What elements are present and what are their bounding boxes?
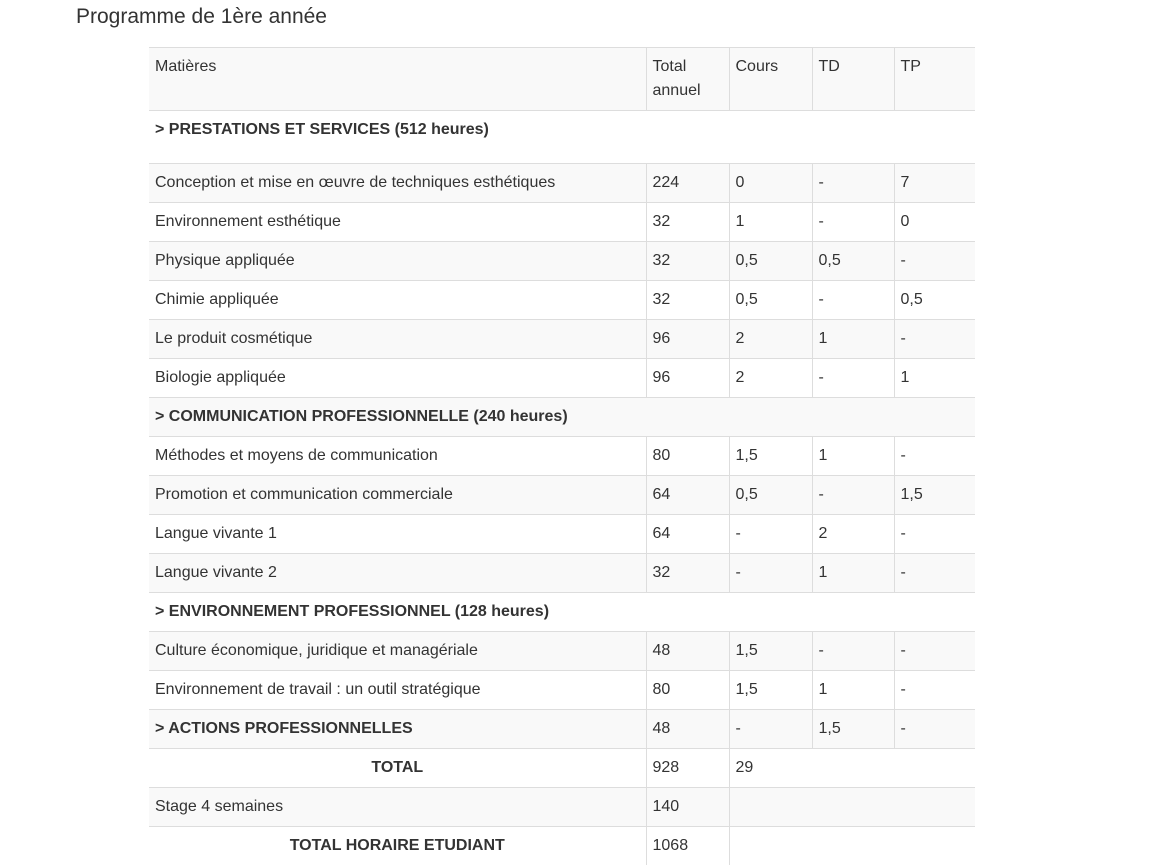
section-label: > ENVIRONNEMENT PROFESSIONNEL (128 heures): [149, 593, 975, 632]
header-tp: TP: [894, 48, 975, 111]
stage-label: Stage 4 semaines: [149, 788, 646, 827]
cell-td: 0,5: [812, 242, 894, 281]
cell-td: -: [812, 632, 894, 671]
table-header-row: [149, 48, 975, 111]
cell-total: 96: [646, 320, 729, 359]
cell-td: -: [812, 164, 894, 203]
section-row-communication: [149, 398, 975, 437]
cell-tp: -: [894, 632, 975, 671]
cell-tp: -: [894, 710, 975, 749]
stage-row: [149, 788, 975, 827]
cell-cours: 29: [729, 749, 975, 788]
cell-cours: 2: [729, 359, 812, 398]
cell-cours: 0,5: [729, 242, 812, 281]
section-label: > PRESTATIONS ET SERVICES (512 heures): [149, 111, 975, 164]
table-row: [149, 164, 975, 203]
header-total-annuel: [646, 48, 729, 111]
cell-total: 32: [646, 281, 729, 320]
total-label: TOTAL: [149, 749, 646, 788]
cell-matiere: Le produit cosmétique: [149, 320, 646, 359]
cell-total: 224: [646, 164, 729, 203]
cell-cours: -: [729, 515, 812, 554]
cell-matiere: Environnement de travail : un outil stratégique: [149, 671, 646, 710]
cell-cours: 1,5: [729, 437, 812, 476]
table-row: [149, 203, 975, 242]
cell-matiere: Langue vivante 1: [149, 515, 646, 554]
actions-row: [149, 710, 975, 749]
table-row: [149, 320, 975, 359]
cell-matiere: Promotion et communication commerciale: [149, 476, 646, 515]
cell-total: 48: [646, 710, 729, 749]
cell-cours: 1,5: [729, 632, 812, 671]
table-row: [149, 242, 975, 281]
cell-matiere: Conception et mise en œuvre de techniques esthétiques: [149, 164, 646, 203]
cell-matiere: > ACTIONS PROFESSIONNELLES: [149, 710, 646, 749]
cell-matiere: Environnement esthétique: [149, 203, 646, 242]
cell-tp: -: [894, 437, 975, 476]
cell-tp: 0,5: [894, 281, 975, 320]
cell-td: 1: [812, 320, 894, 359]
cell-total: 64: [646, 515, 729, 554]
cell-td: 1: [812, 437, 894, 476]
cell-td: -: [812, 281, 894, 320]
header-cours: Cours: [729, 48, 812, 111]
section-row-prestations: [149, 111, 975, 164]
cell-matiere: Méthodes et moyens de communication: [149, 437, 646, 476]
cell-total: 48: [646, 632, 729, 671]
table-row: [149, 476, 975, 515]
cell-td: -: [812, 359, 894, 398]
cell-cours: -: [729, 710, 812, 749]
cell-empty: [729, 788, 975, 827]
cell-tp: -: [894, 554, 975, 593]
cell-empty: [729, 827, 975, 865]
header-total-line1: Total: [653, 58, 687, 75]
cell-tp: -: [894, 320, 975, 359]
cell-cours: 0,5: [729, 281, 812, 320]
cell-tp: -: [894, 242, 975, 281]
section-row-environnement: [149, 593, 975, 632]
cell-matiere: Biologie appliquée: [149, 359, 646, 398]
cell-total: 96: [646, 359, 729, 398]
cell-total: 80: [646, 671, 729, 710]
page-title: Programme de 1ère année: [76, 4, 327, 30]
cell-tp: 0: [894, 203, 975, 242]
total-etudiant-row: [149, 827, 975, 865]
section-label: > COMMUNICATION PROFESSIONNELLE (240 heures): [149, 398, 975, 437]
table-row: [149, 671, 975, 710]
cell-matiere: Chimie appliquée: [149, 281, 646, 320]
cell-td: -: [812, 476, 894, 515]
programme-table: [149, 47, 975, 865]
table-row: [149, 281, 975, 320]
cell-total: 32: [646, 203, 729, 242]
cell-td: 1: [812, 671, 894, 710]
cell-cours: 1,5: [729, 671, 812, 710]
cell-td: -: [812, 203, 894, 242]
table-row: [149, 632, 975, 671]
cell-td: 1,5: [812, 710, 894, 749]
table-row: [149, 437, 975, 476]
total-row: [149, 749, 975, 788]
cell-cours: 2: [729, 320, 812, 359]
cell-total: 32: [646, 242, 729, 281]
cell-total: 1068: [646, 827, 729, 865]
cell-tp: -: [894, 671, 975, 710]
cell-cours: -: [729, 554, 812, 593]
cell-td: 1: [812, 554, 894, 593]
cell-cours: 0: [729, 164, 812, 203]
cell-tp: -: [894, 515, 975, 554]
header-matieres: Matières: [149, 48, 646, 111]
cell-tp: 1: [894, 359, 975, 398]
cell-matiere: Culture économique, juridique et managériale: [149, 632, 646, 671]
cell-matiere: Langue vivante 2: [149, 554, 646, 593]
header-td: TD: [812, 48, 894, 111]
total-etudiant-label: TOTAL HORAIRE ETUDIANT: [149, 827, 646, 865]
header-total-line2: annuel: [653, 82, 701, 99]
cell-total: 928: [646, 749, 729, 788]
cell-tp: 7: [894, 164, 975, 203]
cell-total: 140: [646, 788, 729, 827]
cell-total: 64: [646, 476, 729, 515]
cell-total: 32: [646, 554, 729, 593]
cell-td: 2: [812, 515, 894, 554]
cell-tp: 1,5: [894, 476, 975, 515]
table-row: [149, 359, 975, 398]
cell-matiere: Physique appliquée: [149, 242, 646, 281]
cell-cours: 1: [729, 203, 812, 242]
table-row: [149, 515, 975, 554]
cell-cours: 0,5: [729, 476, 812, 515]
table-row: [149, 554, 975, 593]
cell-total: 80: [646, 437, 729, 476]
